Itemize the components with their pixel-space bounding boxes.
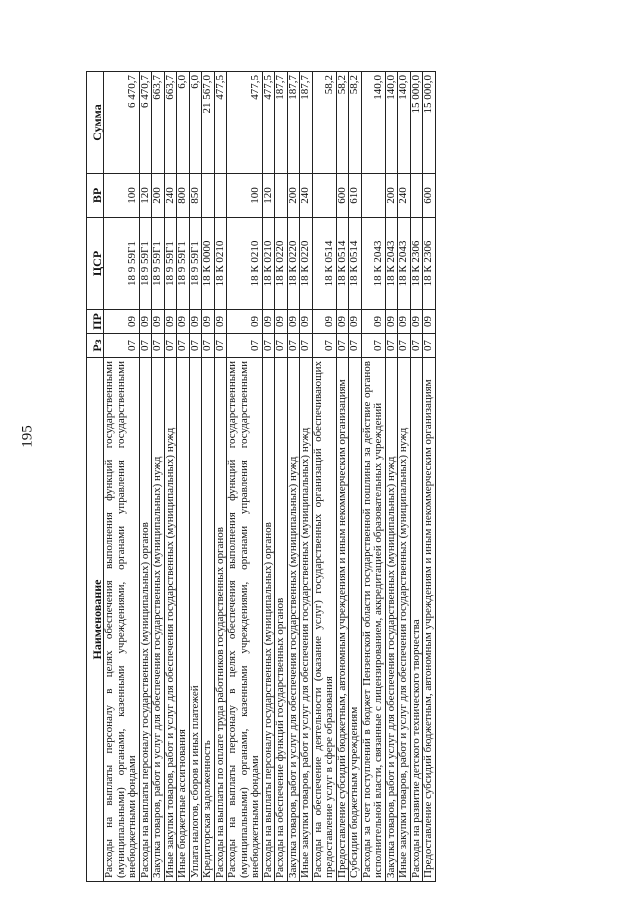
cell-sum: 15 000,0 <box>410 72 423 174</box>
cell-rz: 07 <box>423 334 436 358</box>
cell-csr: 18 К 2306 <box>410 218 423 310</box>
header-rz: Рз <box>87 334 104 358</box>
table-row <box>177 72 190 882</box>
cell-pr: 09 <box>349 310 362 334</box>
cell-pr: 09 <box>152 310 165 334</box>
cell-csr: 18 9 59Г1 <box>104 218 140 310</box>
cell-vr <box>214 174 227 218</box>
cell-sum: 140,0 <box>398 72 411 174</box>
cell-sum: 140,0 <box>361 72 385 174</box>
cell-csr: 18 9 59Г1 <box>139 218 152 310</box>
cell-sum: 15 000,0 <box>423 72 436 174</box>
cell-vr <box>202 174 215 218</box>
cell-pr: 09 <box>336 310 349 334</box>
cell-rz: 07 <box>262 334 275 358</box>
cell-rz: 07 <box>410 334 423 358</box>
cell-name: Иные закупки товаров, работ и услуг для обеспечения государственных (муниципальных) нужд <box>300 358 313 882</box>
header-name: Наименование <box>87 358 104 882</box>
cell-pr: 09 <box>275 310 288 334</box>
cell-name: Расходы за счет поступлений в бюджет Пензенской области государственной пошлины за действие органов исполнительной власти, связанные с лицензированием, аккредитацией образовательных учреждений <box>361 358 385 882</box>
cell-sum: 663,7 <box>164 72 177 174</box>
cell-csr: 18 К 2306 <box>423 218 436 310</box>
cell-vr <box>410 174 423 218</box>
cell-sum: 6,0 <box>177 72 190 174</box>
cell-csr: 18 К 2043 <box>398 218 411 310</box>
cell-rz: 07 <box>312 334 336 358</box>
cell-vr: 600 <box>336 174 349 218</box>
cell-vr: 100 <box>104 174 140 218</box>
cell-sum: 187,7 <box>275 72 288 174</box>
cell-sum: 21 567,0 <box>202 72 215 174</box>
cell-name: Расходы на обеспечение функций государственных органов <box>275 358 288 882</box>
header-pr: ПР <box>87 310 104 334</box>
cell-csr: 18 К 0210 <box>227 218 263 310</box>
cell-pr: 09 <box>214 310 227 334</box>
cell-sum: 187,7 <box>300 72 313 174</box>
cell-csr: 18 К 0514 <box>349 218 362 310</box>
cell-pr: 09 <box>139 310 152 334</box>
rotated-table-container <box>86 72 554 882</box>
cell-pr: 09 <box>423 310 436 334</box>
table-row <box>104 72 140 882</box>
cell-name: Закупка товаров, работ и услуг для обеспечения государственных (муниципальных) нужд <box>287 358 300 882</box>
table-row <box>189 72 202 882</box>
cell-sum: 187,7 <box>287 72 300 174</box>
cell-rz: 07 <box>385 334 398 358</box>
cell-rz: 07 <box>227 334 263 358</box>
cell-vr: 600 <box>423 174 436 218</box>
cell-pr: 09 <box>202 310 215 334</box>
cell-name: Кредиторская задолженность <box>202 358 215 882</box>
cell-name: Расходы на выплаты персоналу государственных (муниципальных) органов <box>139 358 152 882</box>
table-row <box>164 72 177 882</box>
header-csr: ЦСР <box>87 218 104 310</box>
cell-pr: 09 <box>262 310 275 334</box>
cell-rz: 07 <box>287 334 300 358</box>
cell-csr: 18 К 0514 <box>336 218 349 310</box>
table-row <box>287 72 300 882</box>
cell-csr: 18 9 59Г1 <box>189 218 202 310</box>
table-row <box>262 72 275 882</box>
cell-name: Расходы на выплаты персоналу государственных (муниципальных) органов <box>262 358 275 882</box>
cell-name: Закупка товаров, работ и услуг для обеспечения государственных (муниципальных) нужд <box>385 358 398 882</box>
cell-csr: 18 9 59Г1 <box>164 218 177 310</box>
cell-name: Иные бюджетные ассигнования <box>177 358 190 882</box>
cell-name: Расходы на развитие детского технического творчества <box>410 358 423 882</box>
table-row <box>214 72 227 882</box>
cell-rz: 07 <box>139 334 152 358</box>
cell-pr: 09 <box>410 310 423 334</box>
cell-pr: 09 <box>385 310 398 334</box>
table-row <box>423 72 436 882</box>
cell-name: Расходы на обеспечение деятельности (оказание услуг) государственных организаций обеспечивающих предоставление услуг в сфере образования <box>312 358 336 882</box>
cell-csr: 18 К 0220 <box>300 218 313 310</box>
table-row <box>227 72 263 882</box>
cell-sum: 6,0 <box>189 72 202 174</box>
cell-sum: 477,5 <box>227 72 263 174</box>
cell-name: Иные закупки товаров, работ и услуг для обеспечения государственных (муниципальных) нужд <box>164 358 177 882</box>
cell-csr: 18 К 0220 <box>275 218 288 310</box>
table-row <box>300 72 313 882</box>
cell-sum: 140,0 <box>385 72 398 174</box>
table-row <box>385 72 398 882</box>
cell-pr: 09 <box>361 310 385 334</box>
cell-rz: 07 <box>336 334 349 358</box>
cell-vr: 200 <box>152 174 165 218</box>
cell-name: Расходы на выплаты персоналу в целях обеспечения выполнения функций государственными (муниципальными) органами, казенными учреждениями, органами управления государственными внебюджетными фондами <box>227 358 263 882</box>
cell-vr: 120 <box>139 174 152 218</box>
cell-name: Закупка товаров, работ и услуг для обеспечения государственных (муниципальных) нужд <box>152 358 165 882</box>
cell-vr: 800 <box>177 174 190 218</box>
cell-csr: 18 9 59Г1 <box>177 218 190 310</box>
cell-vr: 200 <box>287 174 300 218</box>
cell-vr: 610 <box>349 174 362 218</box>
cell-vr: 240 <box>164 174 177 218</box>
cell-pr: 09 <box>312 310 336 334</box>
cell-csr: 18 К 0514 <box>312 218 336 310</box>
cell-vr <box>361 174 385 218</box>
cell-csr: 18 К 0210 <box>214 218 227 310</box>
cell-rz: 07 <box>164 334 177 358</box>
cell-pr: 09 <box>177 310 190 334</box>
table-row <box>336 72 349 882</box>
cell-vr: 850 <box>189 174 202 218</box>
cell-sum: 477,5 <box>262 72 275 174</box>
cell-csr: 18 К 2043 <box>385 218 398 310</box>
cell-vr <box>275 174 288 218</box>
cell-sum: 58,2 <box>349 72 362 174</box>
cell-sum: 663,7 <box>152 72 165 174</box>
cell-rz: 07 <box>104 334 140 358</box>
table-row <box>139 72 152 882</box>
cell-name: Иные закупки товаров, работ и услуг для обеспечения государственных (муниципальных) нужд <box>398 358 411 882</box>
page-number: 195 <box>19 425 36 448</box>
cell-vr: 200 <box>385 174 398 218</box>
table-row <box>275 72 288 882</box>
cell-vr: 240 <box>300 174 313 218</box>
cell-rz: 07 <box>349 334 362 358</box>
table-row <box>410 72 423 882</box>
cell-name: Уплата налогов, сборов и иных платежей <box>189 358 202 882</box>
cell-pr: 09 <box>398 310 411 334</box>
cell-rz: 07 <box>177 334 190 358</box>
cell-csr: 18 К 0210 <box>262 218 275 310</box>
cell-name: Субсидии бюджетным учреждениям <box>349 358 362 882</box>
cell-sum: 477,5 <box>214 72 227 174</box>
table-row <box>152 72 165 882</box>
cell-sum: 58,2 <box>336 72 349 174</box>
cell-rz: 07 <box>152 334 165 358</box>
header-sum: Сумма <box>87 72 104 174</box>
cell-csr: 18 К 0000 <box>202 218 215 310</box>
cell-rz: 07 <box>202 334 215 358</box>
cell-csr: 18 К 2043 <box>361 218 385 310</box>
cell-pr: 09 <box>189 310 202 334</box>
cell-pr: 09 <box>164 310 177 334</box>
table-row <box>349 72 362 882</box>
cell-rz: 07 <box>300 334 313 358</box>
table-row <box>398 72 411 882</box>
cell-vr <box>312 174 336 218</box>
cell-pr: 09 <box>104 310 140 334</box>
cell-name: Предоставление субсидий бюджетным, автономным учреждениям и иным некоммерческим организациям <box>336 358 349 882</box>
budget-table <box>86 71 436 882</box>
cell-vr: 240 <box>398 174 411 218</box>
table-row <box>361 72 385 882</box>
cell-sum: 6 470,7 <box>104 72 140 174</box>
cell-rz: 07 <box>214 334 227 358</box>
header-vr: ВР <box>87 174 104 218</box>
cell-rz: 07 <box>398 334 411 358</box>
cell-sum: 6 470,7 <box>139 72 152 174</box>
cell-rz: 07 <box>275 334 288 358</box>
cell-pr: 09 <box>227 310 263 334</box>
cell-pr: 09 <box>300 310 313 334</box>
cell-rz: 07 <box>189 334 202 358</box>
cell-csr: 18 9 59Г1 <box>152 218 165 310</box>
cell-pr: 09 <box>287 310 300 334</box>
table-header-row <box>87 72 104 882</box>
cell-rz: 07 <box>361 334 385 358</box>
cell-vr: 120 <box>262 174 275 218</box>
cell-vr: 100 <box>227 174 263 218</box>
cell-name: Расходы на выплаты персоналу в целях обеспечения выполнения функций государственными (муниципальными) органами, казенными учреждениями, органами управления государственными внебюджетными фондами <box>104 358 140 882</box>
cell-name: Предоставление субсидий бюджетным, автономным учреждениям и иным некоммерческим организациям <box>423 358 436 882</box>
table-row <box>202 72 215 882</box>
table-row <box>312 72 336 882</box>
cell-name: Расходы на выплаты по оплате труда работников государственных органов <box>214 358 227 882</box>
cell-sum: 58,2 <box>312 72 336 174</box>
cell-csr: 18 К 0220 <box>287 218 300 310</box>
table-body <box>104 72 436 882</box>
